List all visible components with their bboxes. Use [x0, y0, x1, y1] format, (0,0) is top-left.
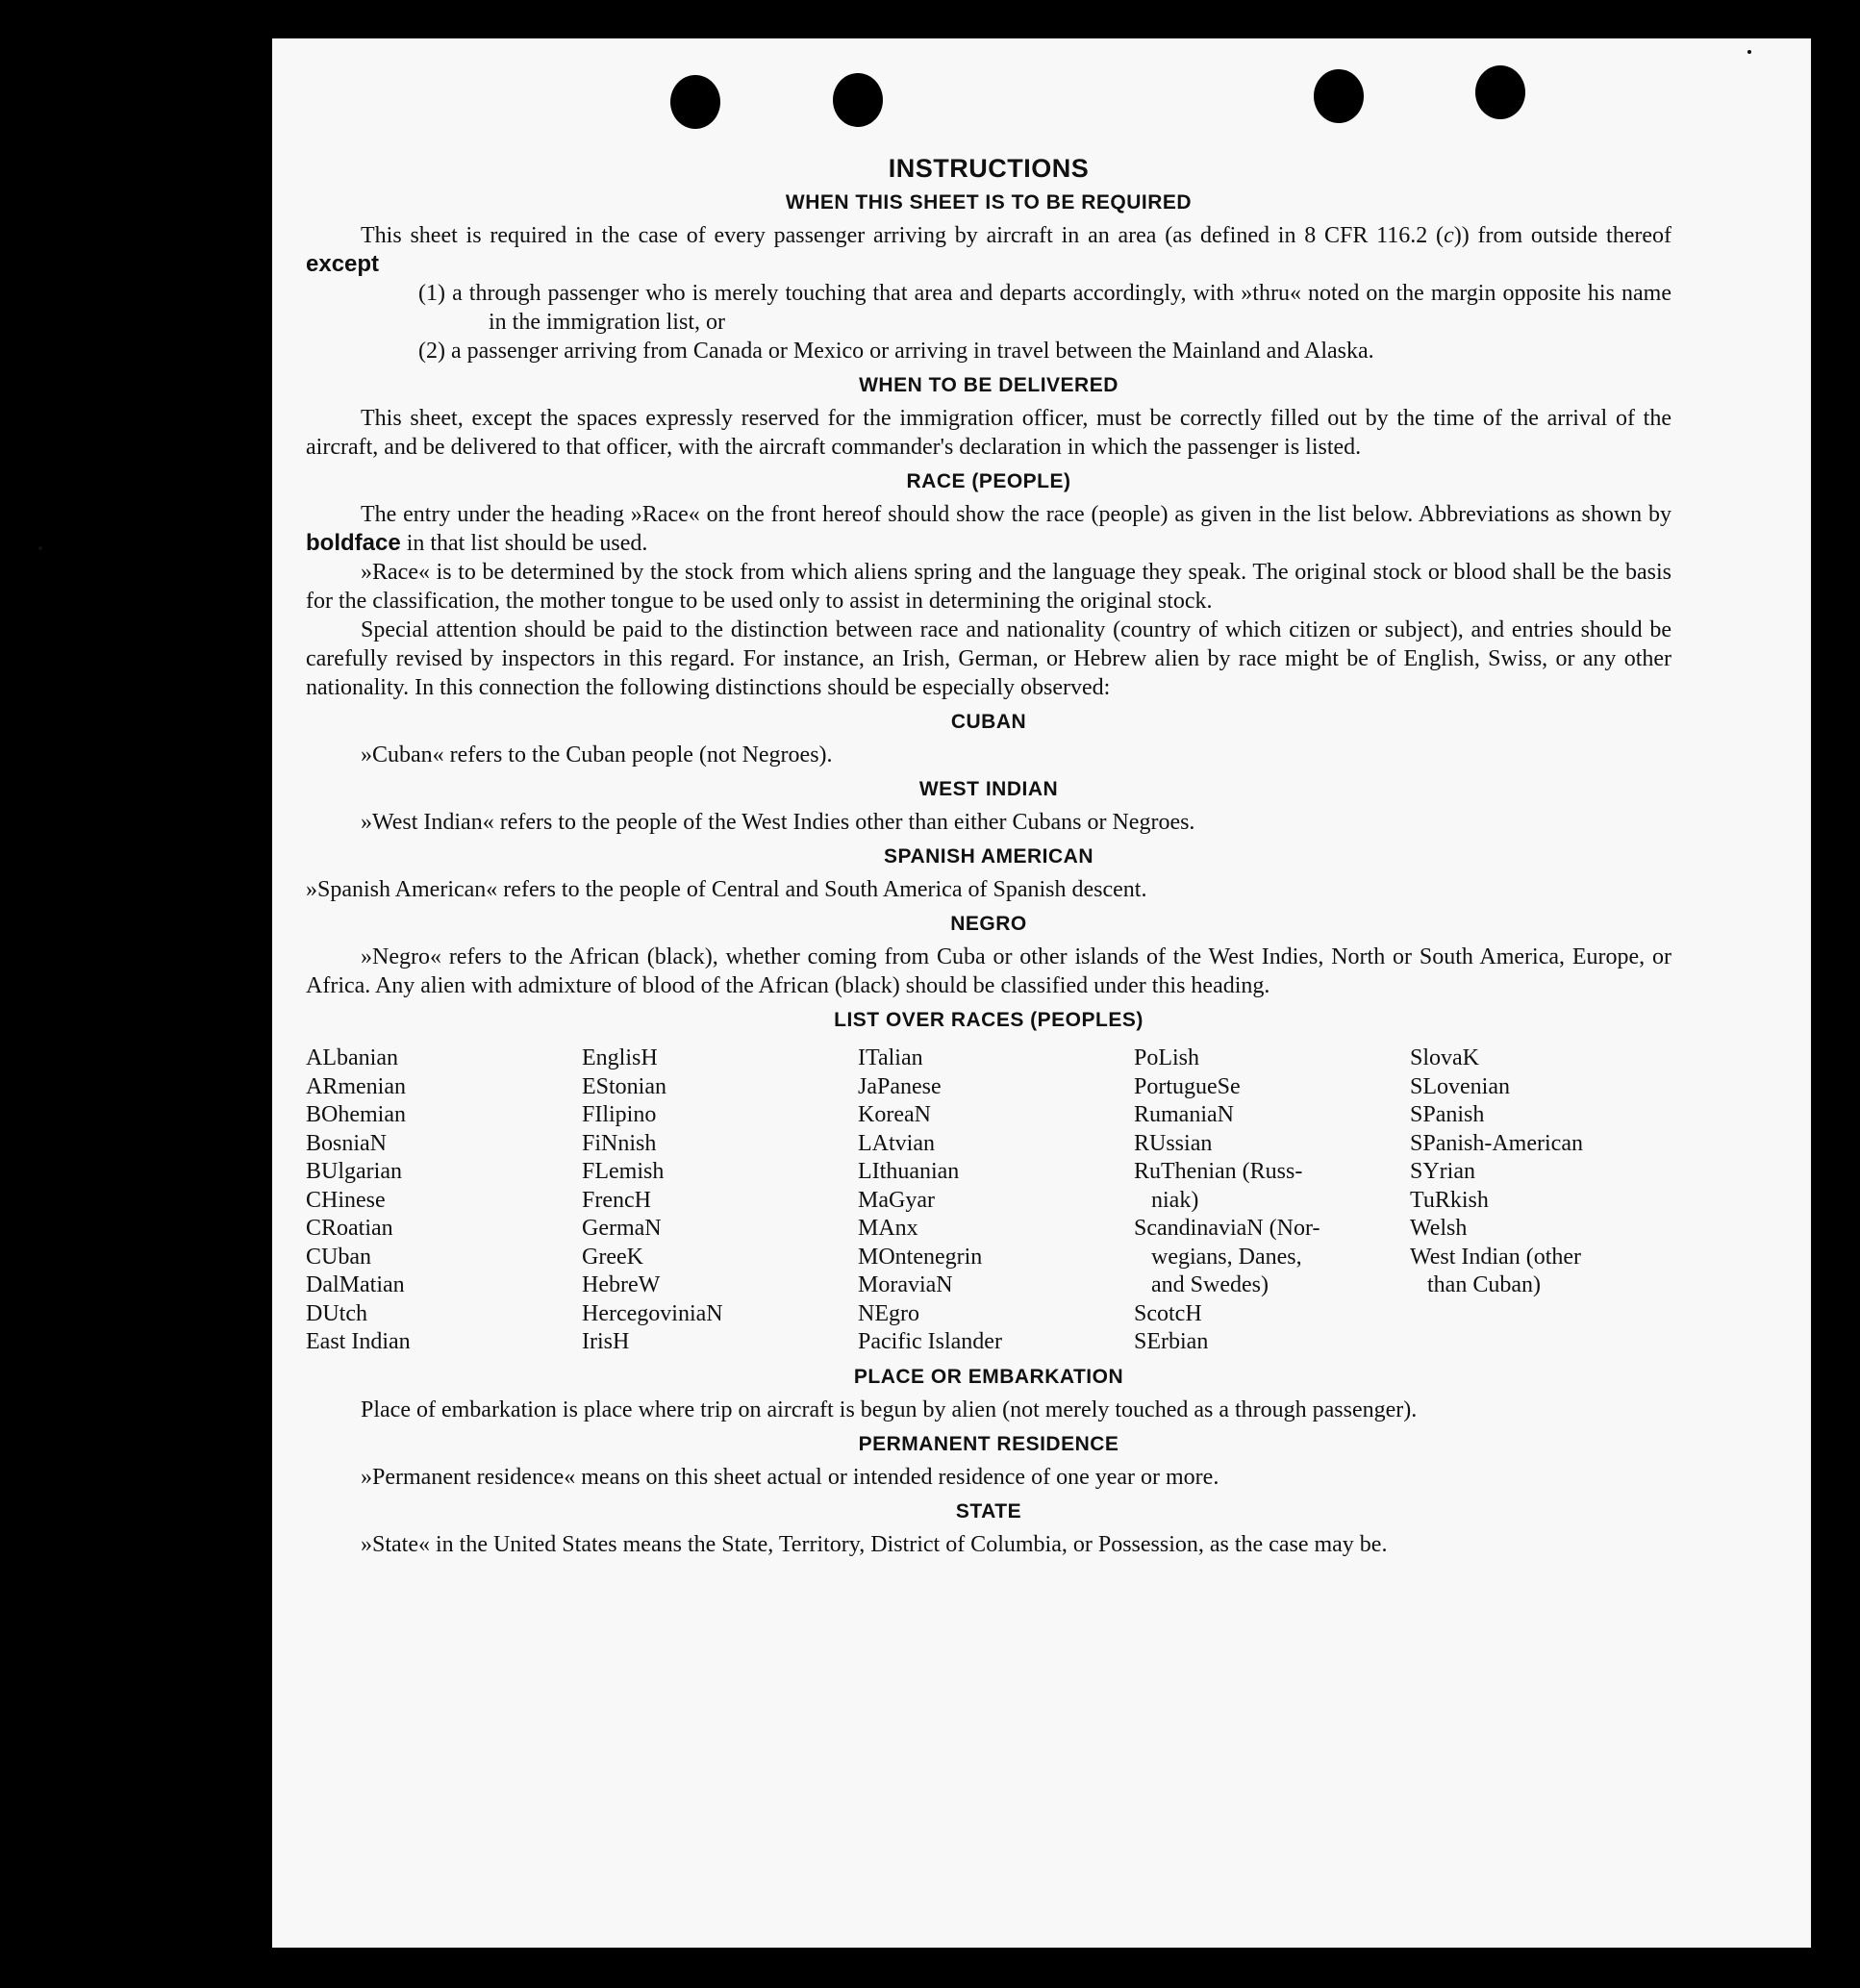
- list-item: (1) a through passenger who is merely touching that area and departs accordingly, with »thru« noted on the margin opposite his name in the immigration list, or: [418, 281, 1671, 335]
- race-entry: FrencH: [582, 1187, 651, 1213]
- document-page: [272, 38, 1811, 1948]
- punch-hole: [833, 73, 883, 127]
- section-heading: CUBAN: [950, 711, 1027, 733]
- race-entry: ALbanian: [306, 1045, 398, 1070]
- race-entry: RuThenian (Russ-: [1134, 1159, 1303, 1184]
- race-entry: FiNnish: [582, 1130, 657, 1156]
- race-entry: MAnx: [858, 1216, 918, 1241]
- race-entry: Welsh: [1410, 1216, 1468, 1241]
- race-entry: IrisH: [582, 1329, 630, 1354]
- race-entry: PoLish: [1134, 1045, 1200, 1070]
- race-entry: CUban: [306, 1244, 371, 1270]
- race-entry: RumaniaN: [1134, 1102, 1234, 1127]
- race-entry: than Cuban): [1410, 1272, 1541, 1297]
- section-heading: WHEN THIS SHEET IS TO BE REQUIRED: [785, 191, 1193, 214]
- paragraph: Special attention should be paid to the distinction between race and nationality (country of which citizen or subject), and entries should be carefully revised by inspectors in this regard. For instance, an Irish, German, or Hebrew alien by race might be of English, Swiss, or any other nationality. In this connection the following distinctions should be especially observed:: [306, 617, 1671, 700]
- race-entry: niak): [1134, 1187, 1199, 1213]
- paragraph: »West Indian« refers to the people of the West Indies other than either Cubans or Negroes.: [361, 810, 1195, 835]
- race-entry: JaPanese: [858, 1073, 942, 1099]
- paragraph: This sheet, except the spaces expressly reserved for the immigration officer, must be correctly filled out by the time of the arrival of the aircraft, and be delivered to that officer, with the aircraft commander's declaration in which the passenger is listed.: [306, 406, 1671, 460]
- race-entry: ScandinaviaN (Nor-: [1134, 1216, 1320, 1241]
- race-entry: ARmenian: [306, 1073, 406, 1099]
- race-entry: BUlgarian: [306, 1159, 402, 1184]
- race-entry: GermaN: [582, 1216, 662, 1241]
- race-entry: ScotcH: [1134, 1300, 1202, 1326]
- punch-hole: [1314, 69, 1364, 123]
- section-heading: LIST OVER RACES (PEOPLES): [834, 1009, 1144, 1031]
- race-entry: West Indian (other: [1410, 1244, 1582, 1270]
- race-column: [1410, 1044, 1671, 1357]
- race-entry: MaGyar: [858, 1187, 935, 1213]
- scan-speck: [38, 546, 42, 550]
- race-entry: KoreaN: [858, 1102, 931, 1127]
- race-entry: RUssian: [1134, 1130, 1213, 1156]
- paragraph: »Permanent residence« means on this sheet actual or intended residence of one year or more.: [361, 1464, 1219, 1490]
- race-entry: SlovaK: [1410, 1045, 1479, 1070]
- race-entry: GreeK: [582, 1244, 643, 1270]
- race-entry: EnglisH: [582, 1045, 658, 1070]
- race-list: [306, 1044, 1671, 1357]
- race-entry: FIlipino: [582, 1102, 657, 1127]
- paragraph: »Spanish American« refers to the people of Central and South America of Spanish descent.: [306, 877, 1147, 902]
- race-entry: SYrian: [1410, 1159, 1475, 1184]
- race-entry: Pacific Islander: [858, 1329, 1002, 1354]
- race-entry: EStonian: [582, 1073, 666, 1099]
- race-entry: MoraviaN: [858, 1272, 953, 1297]
- paragraph: This sheet is required in the case of every passenger arriving by aircraft in an area (as defined in 8 CFR 116.2 (c)) from outside thereof except: [306, 223, 1672, 277]
- race-entry: HercegoviniaN: [582, 1300, 723, 1326]
- race-entry: ITalian: [858, 1045, 923, 1070]
- race-column: [582, 1044, 858, 1357]
- section-heading: RACE (PEOPLE): [906, 470, 1071, 492]
- punch-hole: [1475, 65, 1525, 119]
- document-body: [306, 154, 1671, 1559]
- section-heading: NEGRO: [950, 913, 1027, 935]
- paragraph: »Race« is to be determined by the stock from which aliens spring and the language they speak. The original stock or blood shall be the basis for the classification, the mother tongue to be used only to assist in determining the original stock.: [306, 560, 1671, 614]
- section-heading: PLACE OR EMBARKATION: [853, 1365, 1124, 1388]
- race-entry: SErbian: [1134, 1329, 1209, 1354]
- race-column: [858, 1044, 1134, 1357]
- race-entry: DalMatian: [306, 1272, 405, 1297]
- race-column: [306, 1044, 582, 1357]
- race-entry: TuRkish: [1410, 1187, 1489, 1213]
- race-entry: NEgro: [858, 1300, 919, 1326]
- scan-speck: [1747, 50, 1751, 54]
- section-heading: SPANISH AMERICAN: [883, 845, 1093, 868]
- race-entry: FLemish: [582, 1159, 665, 1184]
- paragraph: »State« in the United States means the State, Territory, District of Columbia, or Possession, as the case may be.: [361, 1531, 1388, 1557]
- race-entry: HebreW: [582, 1272, 661, 1297]
- section-heading: WEST INDIAN: [918, 778, 1059, 800]
- race-entry: DUtch: [306, 1300, 367, 1326]
- race-entry: PortugueSe: [1134, 1073, 1241, 1099]
- race-entry: LIthuanian: [858, 1159, 960, 1184]
- race-entry: CHinese: [306, 1187, 386, 1213]
- race-entry: SPanish-American: [1410, 1130, 1583, 1156]
- race-entry: and Swedes): [1134, 1272, 1269, 1297]
- punch-hole: [670, 75, 720, 129]
- paragraph: »Cuban« refers to the Cuban people (not Negroes).: [361, 742, 833, 768]
- race-entry: SLovenian: [1410, 1073, 1510, 1099]
- race-entry: LAtvian: [858, 1130, 935, 1156]
- race-entry: East Indian: [306, 1329, 411, 1354]
- section-heading: WHEN TO BE DELIVERED: [859, 374, 1119, 396]
- race-entry: wegians, Danes,: [1134, 1244, 1302, 1270]
- section-heading: STATE: [955, 1499, 1022, 1522]
- race-entry: SPanish: [1410, 1102, 1485, 1127]
- paragraph: »Negro« refers to the African (black), whether coming from Cuba or other islands of the West Indies, North or South America, Europe, or Africa. Any alien with admixture of blood of the African (black) should be classified under this heading.: [306, 944, 1671, 998]
- section-heading: PERMANENT RESIDENCE: [858, 1432, 1119, 1455]
- race-entry: BosniaN: [306, 1130, 387, 1156]
- race-entry: MOntenegrin: [858, 1244, 983, 1270]
- race-column: [1134, 1044, 1410, 1357]
- paragraph: The entry under the heading »Race« on the front hereof should show the race (people) as given in the list below. Abbreviations as shown by boldface in that list should be used.: [306, 502, 1671, 556]
- paragraph: Place of embarkation is place where trip on aircraft is begun by alien (not merely touched as a through passenger).: [361, 1397, 1418, 1422]
- race-entry: CRoatian: [306, 1216, 393, 1241]
- page-title: INSTRUCTIONS: [888, 154, 1090, 183]
- list-item: (2) a passenger arriving from Canada or Mexico or arriving in travel between the Mainland and Alaska.: [418, 339, 1374, 364]
- race-entry: BOhemian: [306, 1102, 406, 1127]
